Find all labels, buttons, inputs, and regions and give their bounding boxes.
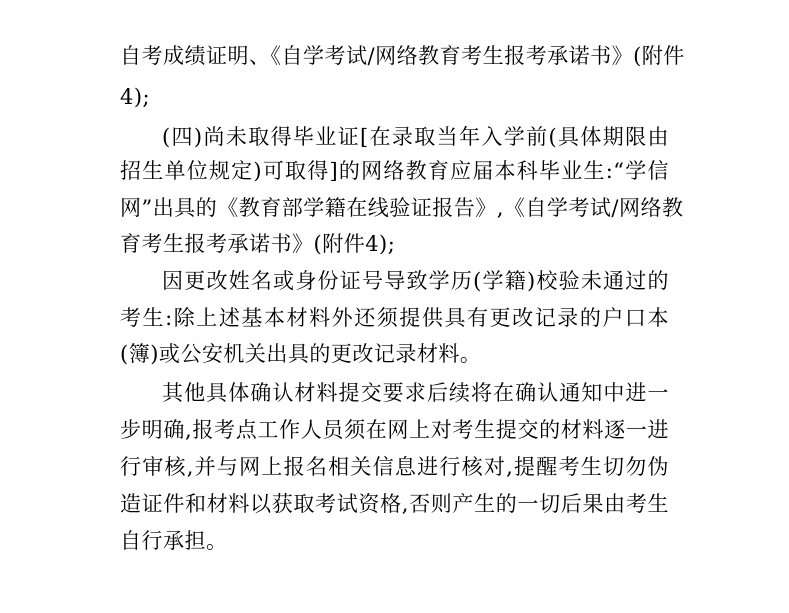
text-line-8: 考生:除上述基本材料外还须提供具有更改记录的户口本 [120, 306, 669, 330]
text-line-4: 招生单位规定)可取得]的网络教育应届本科毕业生:“学信 [120, 159, 669, 183]
text-line-6: 育考生报考承诺书》(附件4); [120, 232, 396, 256]
text-line-7: 因更改姓名或身份证号导致学历(学籍)校验未通过的 [162, 269, 669, 293]
text-line-14: 自行承担。 [120, 529, 228, 553]
text-line-1: 自考成绩证明、《自学考试/网络教育考生报考承诺书》(附件 [120, 44, 685, 68]
text-line-3: (四)尚未取得毕业证[在录取当年入学前(具体期限由 [162, 125, 669, 149]
text-line-5: 网”出具的《教育部学籍在线验证报告》,《自学考试/网络教 [120, 196, 684, 220]
text-line-13: 造证件和材料以获取考试资格,否则产生的一切后果由考生 [120, 492, 669, 516]
text-line-12: 行审核,并与网上报名相关信息进行核对,提醒考生切勿伪 [120, 455, 669, 479]
text-line-11: 步明确,报考点工作人员须在网上对考生提交的材料逐一进 [120, 418, 669, 442]
text-line-9: (簿)或公安机关出具的更改记录材料。 [120, 342, 482, 366]
text-line-2: 4); [120, 85, 151, 109]
text-line-10: 其他具体确认材料提交要求后续将在确认通知中进一 [162, 381, 669, 405]
